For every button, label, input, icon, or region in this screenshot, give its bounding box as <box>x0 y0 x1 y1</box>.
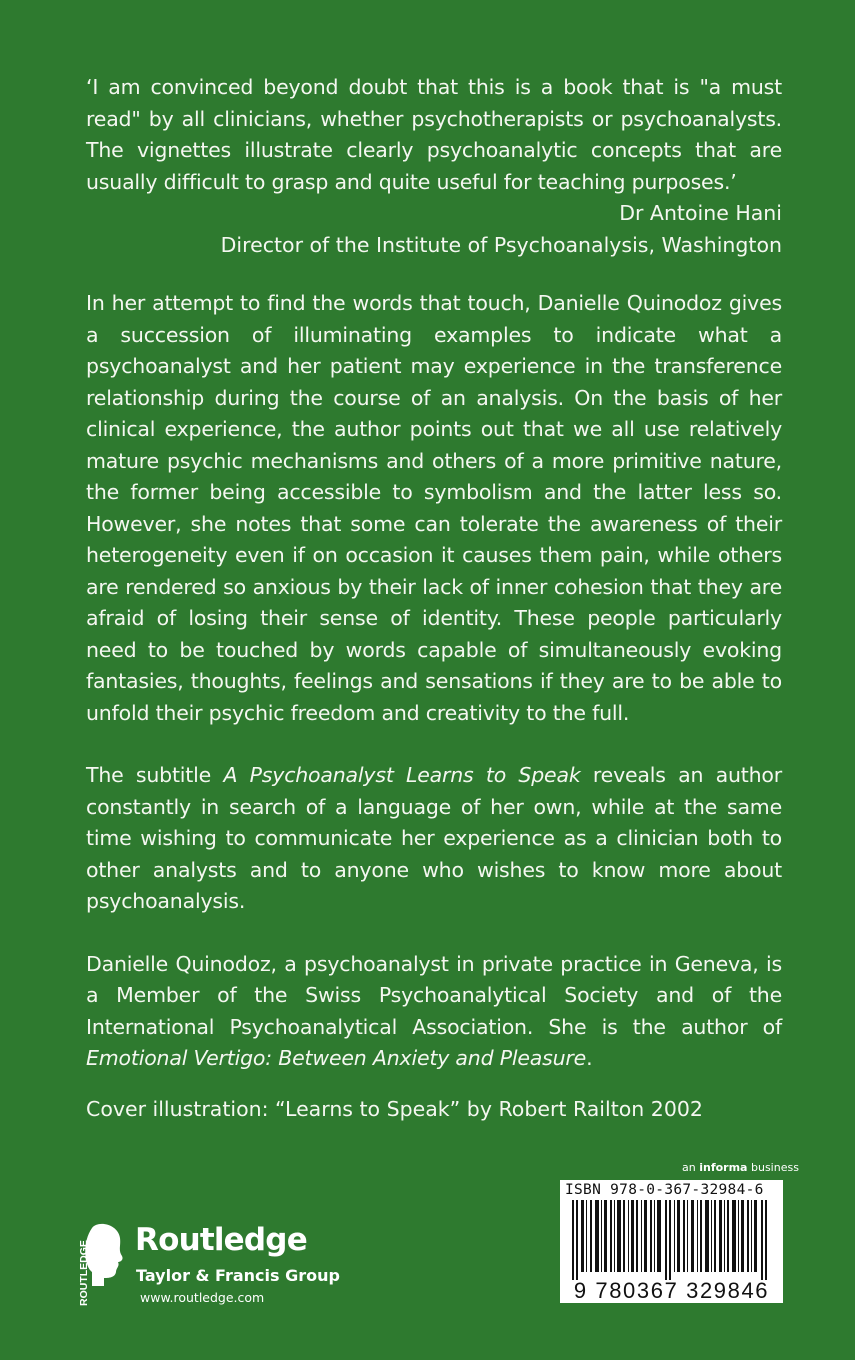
book-subtitle: A Psychoanalyst Learns to Speak <box>223 763 581 787</box>
endorsement-quote: ‘I am convinced beyond doubt that this is a book that is "a must read" by all clinicians, whether psychotherapists or psychoanalysts. The vignettes illustrate clearly psychoanalytic concepts that are usually difficult to grasp and quite useful for teaching purposes.’ <box>86 75 782 194</box>
author-bio-text: Danielle Quinodoz, a psychoanalyst in private practice in Geneva, is a Member of the Swiss Psychoanalytical Society and of the International Psychoanalytical Association. She is the author of <box>86 951 782 1039</box>
informa-tagline: an informa business <box>682 1161 799 1174</box>
publisher-group: Taylor & Francis Group <box>136 1266 340 1285</box>
subtitle-rest: reveals an author constantly in search of a language of her own, while at the same time wishing to communicate her experience as a clinician both to other analysts and to anyone who wishes to know more about psychoanalysis. <box>86 763 782 913</box>
cover-illustration-credit: Cover illustration: “Learns to Speak” by Robert Railton 2002 <box>86 1097 703 1121</box>
isbn-label: ISBN 978-0-367-32984-6 <box>565 1182 764 1198</box>
informa-brand: informa <box>699 1161 748 1174</box>
endorser-title: Director of the Institute of Psychoanalysis, Washington <box>220 232 782 257</box>
routledge-head-icon <box>78 1222 130 1308</box>
barcode-bars <box>568 1200 775 1280</box>
publisher-name: Routledge <box>135 1222 307 1258</box>
subtitle-lead: The subtitle <box>86 763 212 787</box>
book-description <box>86 288 782 1106</box>
publisher-url: www.routledge.com <box>140 1290 265 1305</box>
endorser-name: Dr Antoine Hani <box>619 201 782 225</box>
endorsement-attribution <box>86 198 782 261</box>
other-book-title: Emotional Vertigo: Between Anxiety and Pleasure <box>86 1046 587 1070</box>
publisher-logo <box>78 1222 378 1312</box>
isbn-barcode <box>560 1180 783 1303</box>
description-paragraph-2 <box>86 760 782 918</box>
isbn-digits: 9 780367 329846 <box>573 1278 770 1303</box>
author-bio: Danielle Quinodoz, a psychoanalyst in private practice in Geneva, is a Member of the Swiss Psychoanalytical Society and of the International Psychoanalytical Association. She is the author of Emotional Vertigo: Between Anxiety and Pleasure. <box>86 951 782 1070</box>
description-paragraph-1: In her attempt to find the words that touch, Danielle Quinodoz gives a succession of illuminating examples to indicate what a psychoanalyst and her patient may experience in the transference relationship during the course of an analysis. On the basis of her clinical experience, the author points out that we all use relatively mature psychic mechanisms and others of a more primitive nature, the former being accessible to symbolism and the latter less so. However, she notes that some can tolerate the awareness of their heterogeneity even if on occasion it causes them pain, while others are rendered so anxious by their lack of inner cohesion that they are afraid of losing their sense of identity. These people particularly need to be touched by words capable of simultaneously evoking fantasies, thoughts, feelings and sensations if they are to be able to unfold their psychic freedom and creativity to the full. <box>86 291 782 725</box>
logo-vertical-text: ROUTLEDGE <box>78 1240 90 1306</box>
